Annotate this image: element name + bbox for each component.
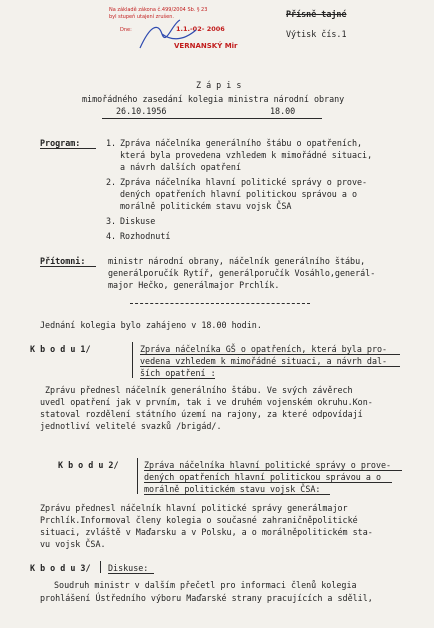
present-line: generálporučík Rytíř, generálporučík Vosáhlo,generál- xyxy=(108,268,376,278)
point2-heading-line: morálně politickém stavu vojsk ČSA: xyxy=(144,484,321,494)
point2-heading-underline xyxy=(144,482,392,483)
present-label: Přítomni: xyxy=(40,256,86,266)
separator-line xyxy=(130,303,310,304)
program-item-line: Rozhodnutí xyxy=(120,231,171,241)
point1-heading-underline xyxy=(140,366,400,367)
meeting-time: 18.00 xyxy=(270,106,296,116)
point2-body-line: vu vojsk ČSA. xyxy=(40,539,106,549)
point2-label: K b o d u 2/ xyxy=(58,460,119,470)
point2-body-line: Prchlík.Informoval členy kolegia o současné zahraničněpolitické xyxy=(40,515,358,525)
opening-statement: Jednání kolegia bylo zahájeno v 18.00 hodin. xyxy=(40,320,262,330)
point1-body-line: Zprávu přednesl náčelník generálního štábu. Ve svých závěrech xyxy=(45,385,353,395)
point1-label: K b o d u 1/ xyxy=(30,344,91,354)
point2-heading-line: dených opatřeních hlavní politickou správou a o xyxy=(144,472,381,482)
point2-heading-underline xyxy=(144,470,402,471)
program-item-number: 3. xyxy=(106,216,117,226)
point3-body-line: Soudruh ministr v dalším přečetl pro informaci členů kolegia xyxy=(54,580,357,590)
program-label: Program: xyxy=(40,138,81,148)
point3-margin-line xyxy=(100,561,101,573)
document-title: Z á p i s xyxy=(196,80,242,90)
meeting-date: 26.10.1956 xyxy=(116,106,167,116)
point3-heading: Diskuse: xyxy=(108,563,149,573)
stamp-date-label: Dne: xyxy=(120,27,132,33)
point1-heading-underline xyxy=(140,378,215,379)
program-item-number: 2. xyxy=(106,177,117,187)
classification-label: Přísně tajné xyxy=(286,9,347,19)
point2-heading-line: Zpráva náčelníka hlavní politické správy o prove- xyxy=(144,460,392,470)
date-underline xyxy=(102,118,322,119)
point1-heading-line: vedena vzhledem k mimořádné situaci, a návrh dal- xyxy=(140,356,388,366)
stamp-line-2: byl stupeň utajení zrušen. xyxy=(109,14,174,20)
point1-body-line: jednotliví velitelé svazků /brigád/. xyxy=(40,421,222,431)
program-item-line: Diskuse xyxy=(120,216,156,226)
point1-body-line: uvedl opatření jak v prvním, tak i ve druhém vojenském okruhu.Kon- xyxy=(40,397,373,407)
present-line: major Hečko, generálmajor Prchlík. xyxy=(108,280,280,290)
program-label-underline xyxy=(40,148,96,149)
program-item-line: a návrh dalších opatření xyxy=(120,162,242,172)
point2-margin-line xyxy=(137,458,138,494)
program-item-number: 4. xyxy=(106,231,117,241)
stamp-line-1: Na základě zákona č.499/2004 Sb. § 23 xyxy=(109,7,208,13)
document-subtitle: mimořádného zasedání kolegia ministra národní obrany xyxy=(82,94,345,104)
copy-number: Výtisk čís.1 xyxy=(286,29,347,39)
program-item-line: která byla provedena vzhledem k mimořádné situaci, xyxy=(120,150,373,160)
point1-body-line: statoval rozdělení státního území na rajony, za které odpovídají xyxy=(40,409,363,419)
program-item-line: morálně politickém stavu vojsk ČSA xyxy=(120,201,292,211)
point2-heading-underline xyxy=(144,494,330,495)
point2-body-line: Zprávu přednesl náčelník hlavní politické správy generálmajor xyxy=(40,503,348,513)
program-item-number: 1. xyxy=(106,138,117,148)
point1-heading-underline xyxy=(140,354,400,355)
present-line: ministr národní obrany, náčelník generálního štábu, xyxy=(108,256,366,266)
program-item-line: Zpráva náčelníka hlavní politické správy o prove- xyxy=(120,177,368,187)
point3-body-line: prohlášení Ústředního výboru Maďarské strany pracujících a sdělil, xyxy=(40,593,373,603)
program-item-line: Zpráva náčelníka generálního štábu o opatřeních, xyxy=(120,138,363,148)
program-item-line: dených opatřeních hlavní politickou správou a o xyxy=(120,189,357,199)
point1-heading-line: Zpráva náčelníka GŠ o opatřeních, která byla pro- xyxy=(140,344,388,354)
present-label-underline xyxy=(40,266,96,267)
point1-heading-line: ších opatření : xyxy=(140,368,216,378)
point1-margin-line xyxy=(132,342,133,378)
stamp-date: 1.1.-02- 2006 xyxy=(176,25,225,33)
point3-heading-underline xyxy=(108,573,154,574)
point3-label: K b o d u 3/ xyxy=(30,563,91,573)
stamp-name: VERNANSKÝ Mir xyxy=(174,42,238,50)
point2-body-line: situaci, zvláště v Maďarsku a v Polsku, a o morálněpolitickém sta- xyxy=(40,527,373,537)
signature-image xyxy=(136,16,200,56)
